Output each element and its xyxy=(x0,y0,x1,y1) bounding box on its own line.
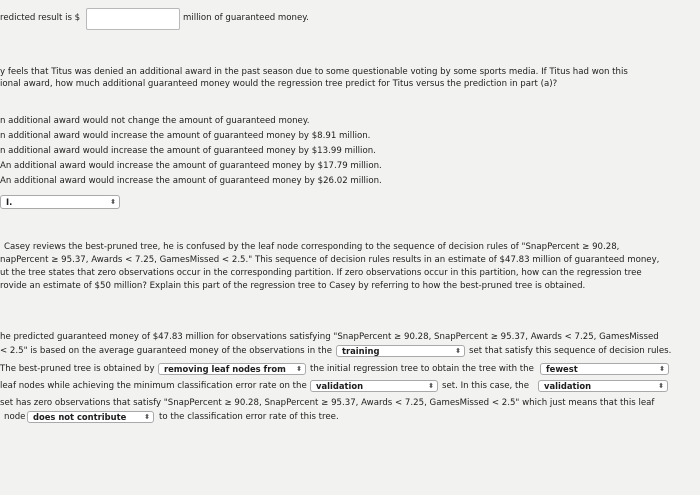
dropdown-partition-set[interactable] xyxy=(538,380,668,392)
chevron-updown-icon: ⬍ xyxy=(659,365,665,373)
option-iii[interactable]: n additional award would increase the amount of guaranteed money by $13.99 million. xyxy=(0,146,376,156)
dropdown-training-set-value: training xyxy=(342,346,380,356)
question-c-line-4: rovide an estimate of $50 million? Explain this part of the regression tree to Casey by referring to how the best-pruned tree is obtained. xyxy=(0,281,586,291)
explanation-line-2b: set that satisfy this sequence of decision rules. xyxy=(469,346,672,356)
question-c-line-1: Casey reviews the best-pruned tree, he is confused by the leaf node corresponding to the sequence of decision rules of "SnapPercent ≥ 90.28, xyxy=(4,242,620,252)
dropdown-error-set[interactable] xyxy=(310,380,438,392)
chevron-updown-icon: ⬍ xyxy=(110,198,116,206)
dropdown-leaf-count-value: fewest xyxy=(546,364,578,374)
explanation-line-5: set has zero observations that satisfy "SnapPercent ≥ 90.28, SnapPercent ≥ 95.37, Awards < 7.25, GamesMissed < 2.5" which just means that this leaf xyxy=(0,398,655,408)
explanation-line-1: he predicted guaranteed money of $47.83 million for observations satisfying "SnapPercent ≥ 90.28, SnapPercent ≥ 95.37, Awards < 7.25, GamesMissed xyxy=(0,332,659,342)
question-c-line-3: ut the tree states that zero observations occur in the corresponding partition. If zero observations occur in this partition, how can the regression tree xyxy=(0,268,642,278)
dropdown-training-set[interactable] xyxy=(336,345,465,357)
chevron-updown-icon: ⬍ xyxy=(144,413,150,421)
dropdown-pruning-method-value: removing leaf nodes from xyxy=(164,364,286,374)
chevron-updown-icon: ⬍ xyxy=(428,382,434,390)
explanation-line-3b: the initial regression tree to obtain the tree with the xyxy=(310,364,534,374)
prediction-input[interactable] xyxy=(86,8,180,30)
explanation-line-6a: node xyxy=(4,412,26,422)
question-b-line-1: y feels that Titus was denied an additional award in the past season due to some questionable voting by some sports media. If Titus had won this xyxy=(0,67,628,77)
question-b-line-2: ional award, how much additional guaranteed money would the regression tree predict for Titus versus the prediction in part (a)? xyxy=(0,79,558,89)
explanation-line-3a: The best-pruned tree is obtained by xyxy=(0,364,155,374)
dropdown-leaf-count[interactable] xyxy=(540,363,669,375)
chevron-updown-icon: ⬍ xyxy=(658,382,664,390)
prediction-prefix: redicted result is $ xyxy=(0,13,81,23)
chevron-updown-icon: ⬍ xyxy=(296,365,302,373)
explanation-line-4b: set. In this case, the xyxy=(442,381,530,391)
explanation-line-2a: < 2.5" is based on the average guaranteed money of the observations in the xyxy=(0,346,333,356)
answer-select-value: I. xyxy=(6,197,13,207)
explanation-line-6b: to the classification error rate of this tree. xyxy=(159,412,339,422)
dropdown-contribution-value: does not contribute xyxy=(33,412,127,422)
dropdown-partition-set-value: validation xyxy=(544,381,592,391)
answer-select[interactable] xyxy=(0,195,120,209)
option-i[interactable]: n additional award would not change the amount of guaranteed money. xyxy=(0,116,310,126)
option-iv[interactable]: An additional award would increase the amount of guaranteed money by $17.79 million. xyxy=(0,161,382,171)
dropdown-error-set-value: validation xyxy=(316,381,364,391)
option-v[interactable]: An additional award would increase the amount of guaranteed money by $26.02 million. xyxy=(0,176,382,186)
explanation-line-4a: leaf nodes while achieving the minimum classification error rate on the xyxy=(0,381,307,391)
dropdown-pruning-method[interactable] xyxy=(158,363,306,375)
option-ii[interactable]: n additional award would increase the amount of guaranteed money by $8.91 million. xyxy=(0,131,371,141)
chevron-updown-icon: ⬍ xyxy=(455,347,461,355)
question-c-line-2: napPercent ≥ 95.37, Awards < 7.25, GamesMissed < 2.5." This sequence of decision rules results in an estimate of $47.83 million of guaranteed money, xyxy=(0,255,660,265)
prediction-suffix: million of guaranteed money. xyxy=(183,13,309,23)
dropdown-contribution[interactable] xyxy=(27,411,154,423)
answer-options xyxy=(0,115,420,195)
